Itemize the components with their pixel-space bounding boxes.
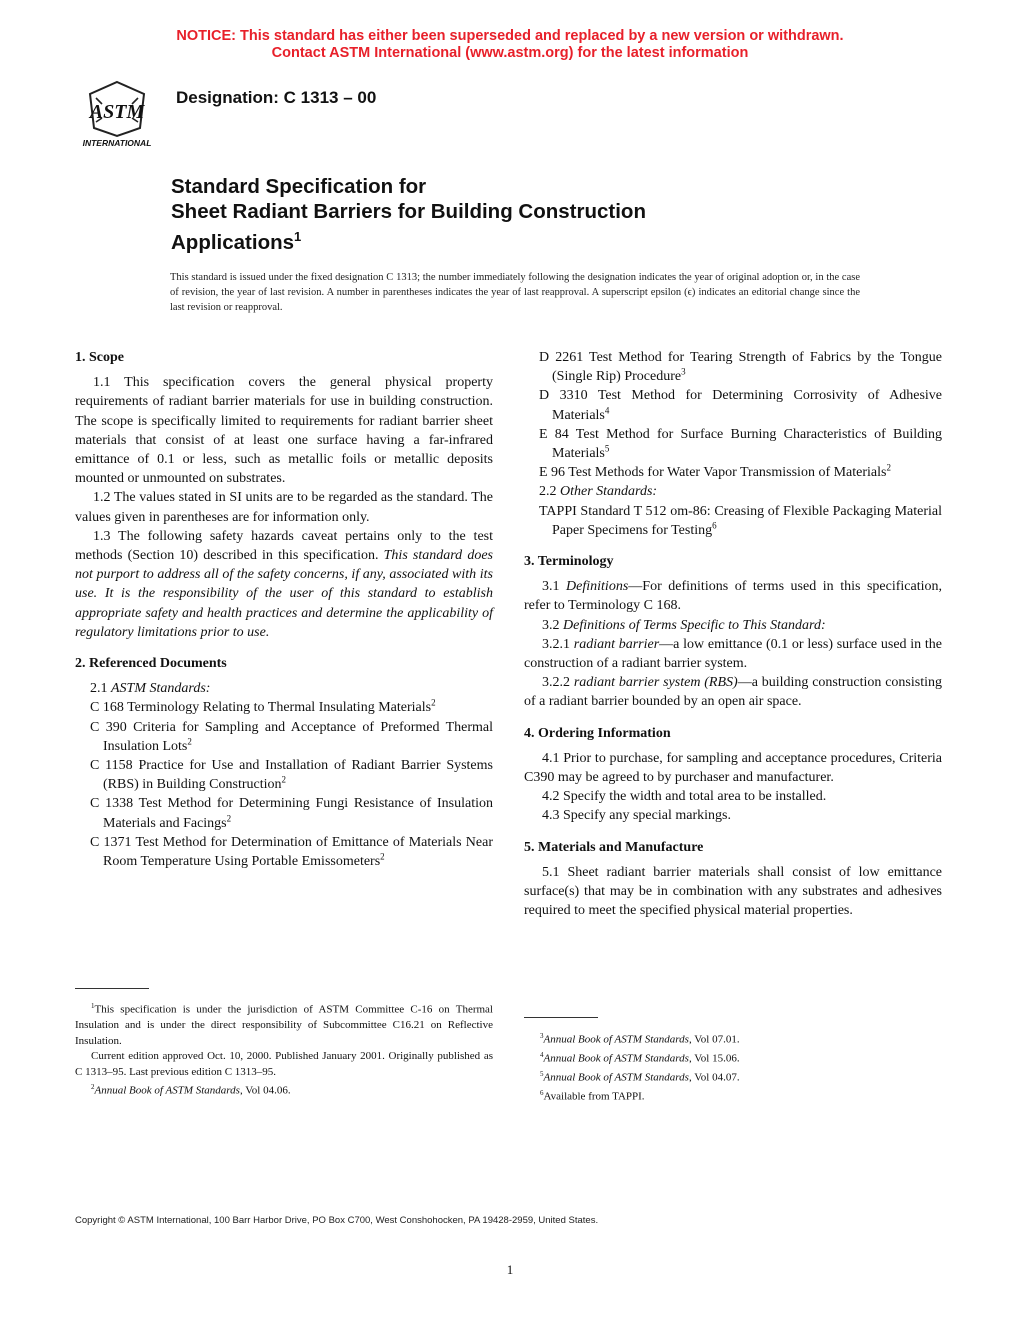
- footnote-6: [524, 1086, 942, 1105]
- scope-heading: 1. Scope: [75, 350, 124, 365]
- notice-line-1: NOTICE: This standard has either been superseded and replaced by a new version or withdrawn.: [176, 28, 844, 44]
- ref-c390-text: C 390 Criteria for Sampling and Acceptance of Preformed Thermal Insulation Lots: [90, 719, 493, 754]
- footnote-2-num: 2: [91, 1083, 95, 1092]
- footnote-4-vol: , Vol 15.06.: [688, 1052, 740, 1065]
- ref-c1158-text: C 1158 Practice for Use and Installation of Radiant Barrier Systems (RBS) in Building Construction: [90, 758, 493, 793]
- scope-para-1-3-lead: 1.3 The following safety hazards caveat pertains only to the test methods (Section 10) described in this specification.: [75, 528, 493, 564]
- ref-e84: [524, 425, 942, 463]
- term-3-2-2: [524, 673, 942, 711]
- astm-logo-mark: [74, 78, 160, 148]
- svg-text:ASTM: ASTM: [89, 101, 145, 123]
- footnote-1-edition: Current edition approved Oct. 10, 2000. Published January 2001. Originally published as C 1313–95. Last previous edition C 1313–95.: [75, 1050, 493, 1078]
- ref-c1371-text: C 1371 Test Method for Determination of Emittance of Materials Near Room Temperature Using Portable Emissometers: [90, 834, 493, 870]
- ref-c1158-sup: 2: [281, 774, 287, 785]
- materials-5-1: 5.1 Sheet radiant barrier materials shall consist of low emittance surface(s) that may be in combination with any substrates and adhesives required to meet the specified physical material properties.: [524, 864, 942, 919]
- ref-e96: [524, 463, 942, 482]
- footnote-1: [75, 999, 493, 1049]
- document-title: [171, 174, 871, 255]
- footnote-6-num: 6: [540, 1089, 544, 1098]
- ref-d3310-text: D 3310 Test Method for Determining Corrosivity of Adhesive Materials: [539, 388, 942, 423]
- footnote-2: [75, 1080, 493, 1099]
- footnotes-left: [75, 999, 493, 1099]
- ref-c1338-sup: 2: [226, 813, 232, 824]
- ref-c1158: [75, 756, 493, 794]
- ref-c168-sup: 2: [431, 697, 436, 708]
- footnotes-right: [524, 1029, 942, 1106]
- term-3-2-2-term: radiant barrier system (RBS): [573, 675, 738, 691]
- other-standards-num: 2.2: [539, 484, 557, 500]
- ref-c168-text: C 168 Terminology Relating to Thermal Insulating Materials: [90, 700, 432, 716]
- right-column: [524, 348, 942, 920]
- safety-caveat: This standard does not purport to address all of the safety concerns, if any, associated with its use. It is the responsibility of the user of this standard to establish appropriate safety and health practices and determine the applicability of regulatory limitations prior to use.: [75, 548, 494, 640]
- astm-standards-label: [75, 679, 493, 698]
- ref-c1338: [75, 794, 493, 832]
- ref-d2261-text: D 2261 Test Method for Tearing Strength of Fabrics by the Tongue (Single Rip) Procedure: [539, 350, 942, 385]
- terminology-heading: 3. Terminology: [524, 554, 614, 570]
- footnote-6-text: Available from TAPPI.: [543, 1091, 645, 1104]
- ref-c390-sup: 2: [187, 736, 192, 747]
- scope-para-1-2: 1.2 The values stated in SI units are to be regarded as the standard. The values given in parentheses are for information only.: [75, 490, 493, 525]
- scope-para-1-3: [75, 527, 493, 642]
- footnote-3-vol: , Vol 07.01.: [688, 1033, 740, 1046]
- title-line-3: [171, 224, 871, 255]
- ref-e84-sup: 5: [604, 443, 610, 454]
- title-footnote-ref: 1: [294, 229, 302, 244]
- term-3-2-1-text: —a low emittance (0.1 or less) surface used in the construction of a radiant barrier system.: [524, 636, 943, 672]
- ordering-4-2: 4.2 Specify the width and total area to be installed.: [542, 789, 827, 805]
- title-line-2: Sheet Radiant Barriers for Building Construction: [171, 200, 646, 223]
- ref-c1338-text: C 1338 Test Method for Determining Fungi Resistance of Insulation Materials and Facings: [90, 796, 493, 831]
- other-standards-label: [524, 482, 942, 501]
- term-3-1-term: Definitions: [566, 579, 629, 595]
- ref-c390: [75, 718, 493, 756]
- svg-text:INTERNATIONAL: INTERNATIONAL: [82, 138, 152, 148]
- term-3-2-1-num: 3.2.1: [542, 636, 570, 652]
- term-3-2-2-text: —a building construction consisting of a radiant barrier bounded by an open air space.: [524, 675, 942, 710]
- footnote-5-title: Annual Book of ASTM Standards: [543, 1071, 689, 1084]
- title-line-3-text: Applications: [171, 230, 295, 254]
- ref-d3310-sup: 4: [604, 404, 610, 415]
- withdrawn-notice: [0, 28, 1020, 62]
- ref-d3310: [524, 386, 942, 424]
- ref-e96-sup: 2: [886, 462, 891, 473]
- ref-c168: [75, 698, 493, 717]
- footnote-3: [524, 1029, 942, 1048]
- copyright-line: Copyright © ASTM International, 100 Barr Harbor Drive, PO Box C700, West Conshohocken, PA 19428-2959, United States.: [75, 1215, 599, 1226]
- issuance-note: This standard is issued under the fixed designation C 1313; the number immediately following the designation indicates the year of original adoption or, in the case of revision, the year of last revision. A number in parentheses indicates the year of last reapproval. A superscript epsilon (ϵ) indicates an editorial change since the last revision or reapproval.: [170, 272, 860, 313]
- ordering-4-3: 4.3 Specify any special markings.: [542, 808, 731, 824]
- term-3-1: [524, 577, 942, 615]
- materials-heading: 5. Materials and Manufacture: [524, 839, 704, 855]
- footnote-3-num: 3: [540, 1032, 544, 1040]
- astm-standards-title: ASTM Standards:: [111, 681, 211, 697]
- ref-e96-text: E 96 Test Methods for Water Vapor Transmission of Materials: [539, 465, 887, 481]
- term-3-2-1-term: radiant barrier: [573, 636, 660, 652]
- refdocs-heading: 2. Referenced Documents: [75, 656, 227, 672]
- footnote-5-vol: , Vol 04.07.: [688, 1071, 740, 1084]
- term-3-2-1: [524, 635, 942, 673]
- ordering-4-1: 4.1 Prior to purchase, for sampling and acceptance procedures, Criteria C390 may be agreed to by purchaser and manufacturer.: [524, 750, 942, 786]
- footnote-1-num: 1: [91, 1002, 95, 1010]
- term-3-2-2-num: 3.2.2: [542, 675, 570, 691]
- term-3-2-num: 3.2: [542, 617, 560, 633]
- ref-tappi-text: TAPPI Standard T 512 om-86: Creasing of Flexible Packaging Material Paper Specimens for Testing: [539, 503, 942, 538]
- other-standards-title: Other Standards:: [560, 484, 658, 500]
- footnote-5-num: 5: [540, 1070, 544, 1079]
- notice-line-2: Contact ASTM International (www.astm.org) for the latest information: [271, 45, 749, 61]
- footnote-3-title: Annual Book of ASTM Standards: [543, 1033, 689, 1046]
- ref-d2261-sup: 3: [681, 366, 686, 377]
- ref-c1371: [75, 833, 493, 871]
- scope-para-1-1: 1.1 This specification covers the general physical property requirements of radiant barrier materials for use in building construction. The scope is specifically limited to requirements for radiant barrier sheet materials that consist of at least one surface having a far-infrared emittance of 0.1 or less, such as metallic foils or metallic deposits mounted or unmounted on substrates.: [75, 375, 493, 487]
- term-3-1-num: 3.1: [542, 579, 560, 595]
- ref-e84-text: E 84 Test Method for Surface Burning Characteristics of Building Materials: [539, 426, 942, 462]
- astm-logo: [74, 78, 160, 148]
- footnote-2-vol: , Vol 04.06.: [239, 1084, 291, 1097]
- term-3-2: [524, 616, 942, 635]
- footnote-1-text: This specification is under the jurisdiction of ASTM Committee C-16 on Thermal Insulation and is under the direct responsibility of Subcommittee C16.21 on Reflective Insulation.: [75, 1003, 493, 1047]
- footnote-2-title: Annual Book of ASTM Standards: [94, 1084, 240, 1097]
- footnote-4-num: 4: [540, 1051, 544, 1060]
- footnote-5: [524, 1067, 942, 1086]
- title-line-1: Standard Specification for: [171, 175, 427, 198]
- ref-tappi: [524, 502, 942, 540]
- ordering-heading: 4. Ordering Information: [524, 725, 671, 741]
- left-column: [75, 348, 493, 871]
- ref-d2261: [524, 348, 942, 386]
- term-3-1-text: —For definitions of terms used in this specification, refer to Terminology C 168.: [524, 579, 942, 614]
- ref-c1371-sup: 2: [380, 851, 385, 862]
- astm-standards-num: 2.1: [90, 681, 108, 697]
- term-3-2-term: Definitions of Terms Specific to This Standard:: [563, 617, 826, 633]
- footnote-4: [524, 1048, 942, 1067]
- footnote-rule-right: [524, 1017, 598, 1018]
- footnote-rule-left: [75, 988, 149, 989]
- ref-tappi-sup: 6: [712, 520, 717, 531]
- footnote-4-title: Annual Book of ASTM Standards: [543, 1052, 689, 1065]
- designation: Designation: C 1313 – 00: [176, 88, 377, 107]
- page-number: 1: [506, 1262, 514, 1277]
